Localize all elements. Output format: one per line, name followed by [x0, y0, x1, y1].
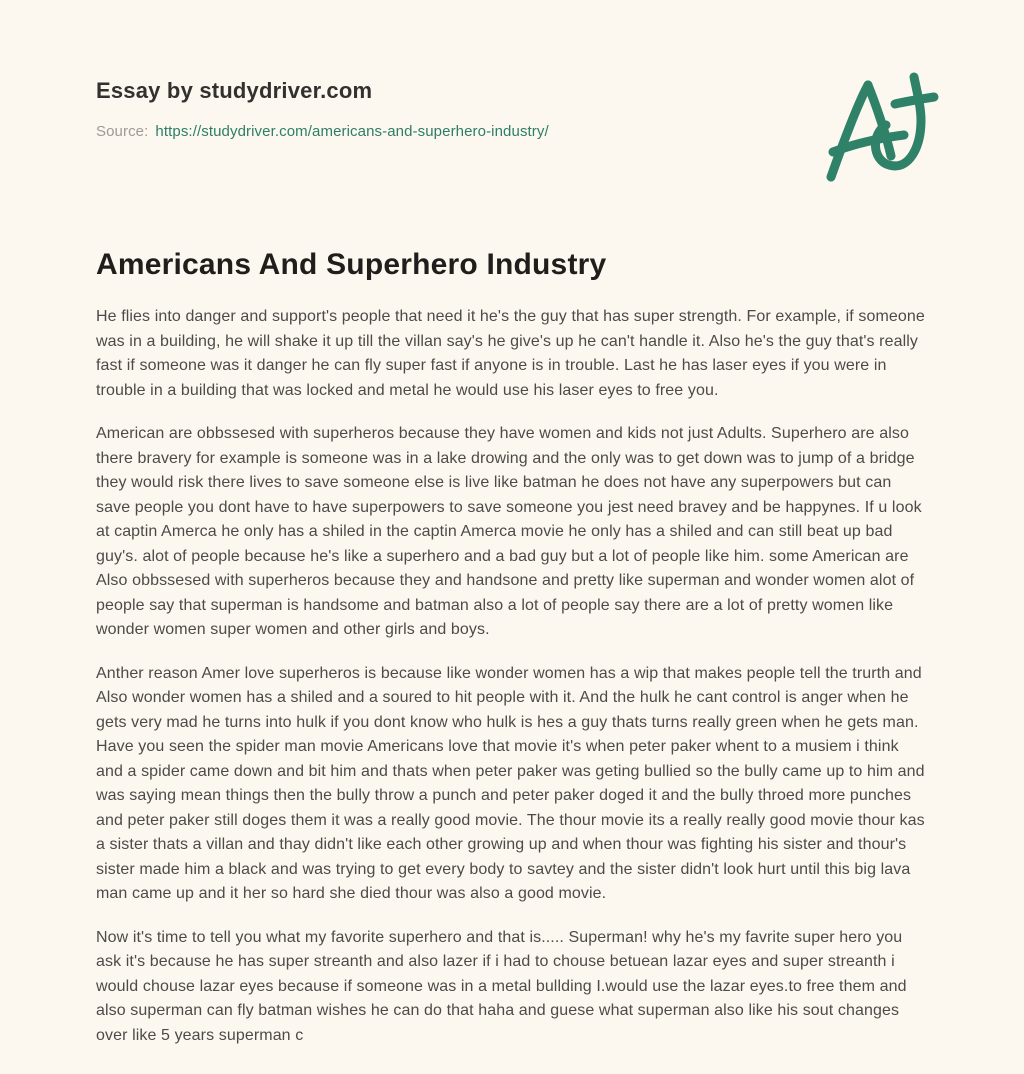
essay-paragraph-2: American are obbssesed with superheros because they have women and kids not just Adults. Superhero are also there bravery for example is someone was in a lake drowing and the only was to get down was to jump of a bridge they would risk there lives to save someone else is live like batman he does not have any superpowers but can save people you dont have to have superpowers to save someone you jest need bravey and be happynes. If u look at captin Amerca he only has a shiled in the captin Amerca movie he only has a shiled and can still beat up bad guy's. alot of people because he's like a superhero and a bad guy but a lot of people like him. some American are Also obbssesed with superheros because they and handsone and pretty like superman and wonder women alot of people say that superman is handsome and batman also a lot of people say there are a lot of pretty women like wonder women super women and other girls and boys. — [96, 425, 922, 638]
essay-paragraph-3: Anther reason Amer love superheros is because like wonder women has a wip that makes people tell the trurth and Also wonder women has a shiled and a soured to hit people with it. And the hulk he cant control is anger when he gets very mad he turns into hulk if you dont know who hulk is hes a guy thats turns really green when he gets man. Have you seen the spider man movie Americans love that movie it's when peter paker whent to a musiem i think and a spider came down and bit him and thats when peter paker was geting bullied so the bully came up to him and was saying mean things then the bully throw a punch and peter paker doged it and the bully throed more punches and peter paker still doges them it was a really good movie. The thour movie its a really really good movie thour kas a sister thats a villan and thay didn't like each other growing up and when thour was fighting his sister and thour's sister made him a black and was trying to get every body to savtey and the sister didn't look hurt until this big lava man came up and it her so hard she died thour was also a good movie. — [96, 664, 925, 902]
source-line — [96, 123, 928, 140]
page-title: Essay by studydriver.com — [96, 78, 373, 103]
essay-title: Americans And Superhero Industry — [96, 248, 607, 281]
essay-article — [96, 248, 928, 1048]
source-label: Source: — [96, 123, 149, 140]
source-link[interactable]: https://studydriver.com/americans-and-superhero-industry/ — [155, 123, 549, 140]
studydriver-a-plus-logo-icon — [820, 72, 942, 190]
essay-paragraph-4: Now it's time to tell you what my favorite superhero and that is..... Superman! why he's my favrite super hero you ask it's because he has super streanth and also lazer if i had to chouse betuean lazar eyes and super streanth i would chouse lazar eyes because if someone was in a metal bullding I.would use the lazar eyes.to free them and also superman can fly batman wishes he can do that haha and guese what superman also like his sout changes over like 5 years superman c — [96, 928, 907, 1044]
document-header — [96, 78, 928, 140]
essay-paragraph-1: He flies into danger and support's people that need it he's the guy that has super strength. For example, if someone was in a building, he will shake it up till the villan say's he give's up he can't handle it. Also he's the guy that's really fast if someone was it danger he can fly super fast if anyone is in trouble. Last he has laser eyes if you were in trouble in a building that was locked and metal he would use his laser eyes to free you. — [96, 308, 925, 399]
